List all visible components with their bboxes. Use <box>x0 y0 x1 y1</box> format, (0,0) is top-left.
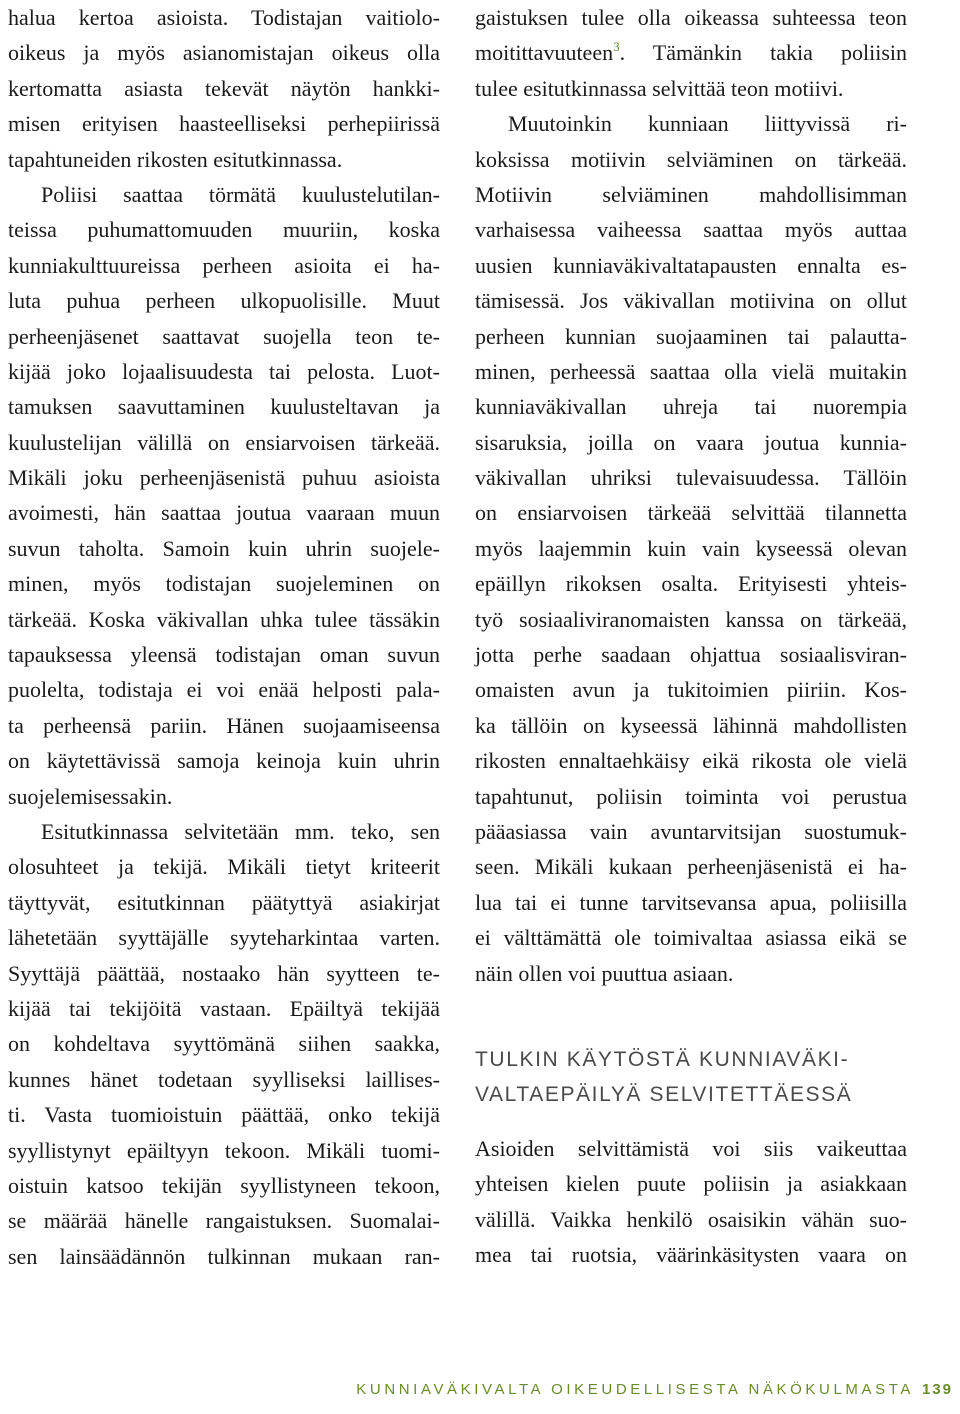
left-column <box>8 0 440 1274</box>
text-line: puolelta, todistaja ei voi enää helposti pala- <box>8 677 440 703</box>
text-line: kijää tai tekijöitä vastaan. Epäiltyä tekijää <box>8 995 440 1021</box>
text-line: välillä. Vaikka henkilö osaisikin vähän suo- <box>475 1206 907 1232</box>
text-line: kuulustelijan välillä on ensiarvoisen tärkeää. <box>8 429 440 455</box>
text-line-with-footnote <box>475 35 907 70</box>
text-line: kunniakulttuureissa perheen asioita ei ha- <box>8 252 440 278</box>
text-line: väkivallan uhriksi tulevaisuudessa. Tällöin <box>475 465 907 491</box>
text-line: tapahtuneiden rikosten esitutkinnassa. <box>8 146 343 172</box>
text-line: omaisten avun ja tukitoimien piiriin. Kos- <box>475 677 907 703</box>
text-segment: . Tämänkin takia poliisin <box>619 40 907 66</box>
text-line: on ensiarvoisen tärkeää selvittää tilannetta <box>475 500 907 526</box>
text-line: seen. Mikäli kukaan perheenjäsenistä ei ha- <box>475 854 907 880</box>
text-line: Esitutkinnassa selvitetään mm. teko, sen <box>41 818 440 844</box>
text-line: se määrää hänelle rangaistuksen. Suomalai- <box>8 1208 440 1234</box>
text-line: minen, perheessä saattaa olla vielä muitakin <box>475 358 907 384</box>
text-line: Mikäli joku perheenjäsenistä puhuu asioista <box>8 465 440 491</box>
section-heading-line: VALTAEPÄILYÄ SELVITETTÄESSÄ <box>475 1083 853 1106</box>
text-line: Asioiden selvittämistä voi siis vaikeuttaa <box>475 1136 907 1161</box>
text-line: avoimesti, hän saattaa joutua vaaraan muun <box>8 500 440 526</box>
text-line: oikeus ja myös asianomistajan oikeus olla <box>8 40 440 66</box>
text-line: perheen kunnian suojaaminen tai palautta- <box>475 323 907 349</box>
text-line: misen erityisen haasteelliseksi perhepiirissä <box>8 111 440 137</box>
text-line: syyllistynyt epäiltyyn tekoon. Mikäli tuomi- <box>8 1137 440 1163</box>
text-line: rikosten ennaltaehkäisy eikä rikosta ole vielä <box>475 748 907 774</box>
text-line: suojelemisessakin. <box>8 783 173 809</box>
text-line: uusien kunniaväkivaltatapausten ennalta es- <box>475 252 907 278</box>
text-line: sen lainsäädännön tulkinnan mukaan ran- <box>8 1243 440 1269</box>
text-line: Poliisi saattaa törmätä kuulustelutilan- <box>41 181 440 207</box>
text-line: tämisessä. Jos väkivallan motiivina on ollut <box>475 288 907 314</box>
text-line: ta perheensä pariin. Hänen suojaamiseensa <box>8 712 440 738</box>
text-line: jotta perhe saadaan ohjattua sosiaalisviran- <box>475 642 907 668</box>
text-line: tapahtunut, poliisin toiminta voi perustua <box>475 783 907 809</box>
section-heading-line: TULKIN KÄYTÖSTÄ KUNNIAVÄKI- <box>475 1048 850 1071</box>
text-line: olosuhteet ja tekijä. Mikäli tietyt kriteerit <box>8 854 440 880</box>
text-line: kijää joko lojaalisuudesta tai pelosta. Luot- <box>8 358 440 384</box>
text-segment: moitittavuuteen <box>475 40 614 66</box>
text-line: tärkeää. Koska väkivallan uhka tulee tässäkin <box>8 606 440 632</box>
footnote-reference: 3 <box>613 39 620 55</box>
text-line: oistuin katsoo tekijän syyllistyneen tekoon, <box>8 1172 440 1198</box>
text-line: ka tällöin on kyseessä lähinnä mahdollisten <box>475 712 907 738</box>
text-line: lua tai ei tunne tarvitsevansa apua, poliisilla <box>475 889 907 915</box>
section-heading <box>475 1042 907 1112</box>
text-line: Motiivin selviäminen mahdollisimman <box>475 181 907 207</box>
text-line: ei välttämättä ole toimivaltaa asiassa eikä se <box>475 925 907 951</box>
text-line: teissa puhumattomuuden muuriin, koska <box>8 217 440 243</box>
text-line: suvun taholta. Samoin kuin uhrin suojele- <box>8 535 440 561</box>
text-line: varhaisessa vaiheessa saattaa myös auttaa <box>475 217 907 243</box>
text-line: näin ollen voi puuttua asiaan. <box>475 960 734 986</box>
text-line: myös laajemmin kuin vain kyseessä olevan <box>475 535 907 561</box>
text-line: epäillyn rikoksen osalta. Erityisesti yhteis- <box>475 571 907 597</box>
text-line: luta puhua perheen ulkopuolisille. Muut <box>8 288 440 314</box>
text-line: mea tai ruotsia, väärinkäsitysten vaara on <box>475 1242 907 1268</box>
page-number: 139 <box>921 1381 953 1398</box>
text-line: halua kertoa asioista. Todistajan vaitiolo- <box>8 5 440 30</box>
text-line: ti. Vasta tuomioistuin päättää, onko tekijä <box>8 1102 440 1128</box>
text-line: gaistuksen tulee olla oikeassa suhteessa teon <box>475 5 907 30</box>
text-line: Muutoinkin kunniaan liittyvissä ri- <box>508 111 907 137</box>
text-line: yhteisen kielen puute poliisin ja asiakkaan <box>475 1171 907 1197</box>
text-line: täyttyvät, esitutkinnan päätyttyä asiakirjat <box>8 889 440 915</box>
text-line: sisaruksia, joilla on vaara joutua kunnia- <box>475 429 907 455</box>
text-line: kunniaväkivallan uhreja tai nuorempia <box>475 394 907 420</box>
text-line: on käytettävissä samoja keinoja kuin uhrin <box>8 748 440 774</box>
text-line: tapauksessa yleensä todistajan oman suvun <box>8 642 440 668</box>
running-title: KUNNIAVÄKIVALTA OIKEUDELLISESTA NÄKÖKULMASTA <box>356 1381 914 1398</box>
text-line: työ sosiaaliviranomaisten kanssa on tärkeää, <box>475 606 907 632</box>
section-body <box>475 1131 907 1273</box>
page-footer <box>356 1381 953 1398</box>
text-line: on kohdeltava syyttömänä siihen saakka, <box>8 1031 440 1057</box>
text-line: minen, myös todistajan suojeleminen on <box>8 571 440 597</box>
right-column <box>475 0 907 991</box>
text-line: perheenjäsenet saattavat suojella teon te- <box>8 323 440 349</box>
text-line: tamuksen saavuttaminen kuulusteltavan ja <box>8 394 440 420</box>
text-line: tulee esitutkinnassa selvittää teon motiivi. <box>475 75 844 101</box>
text-line: kunnes hänet todetaan syylliseksi laillises- <box>8 1066 440 1092</box>
text-line: kertomatta asiasta tekevät näytön hankki- <box>8 75 440 101</box>
text-line: pääasiassa vain avuntarvitsijan suostumuk- <box>475 818 907 844</box>
text-line: lähetetään syyttäjälle syyteharkintaa varten. <box>8 925 440 951</box>
text-line: koksissa motiivin selviäminen on tärkeää. <box>475 146 907 172</box>
text-line: Syyttäjä päättää, nostaako hän syytteen te- <box>8 960 440 986</box>
